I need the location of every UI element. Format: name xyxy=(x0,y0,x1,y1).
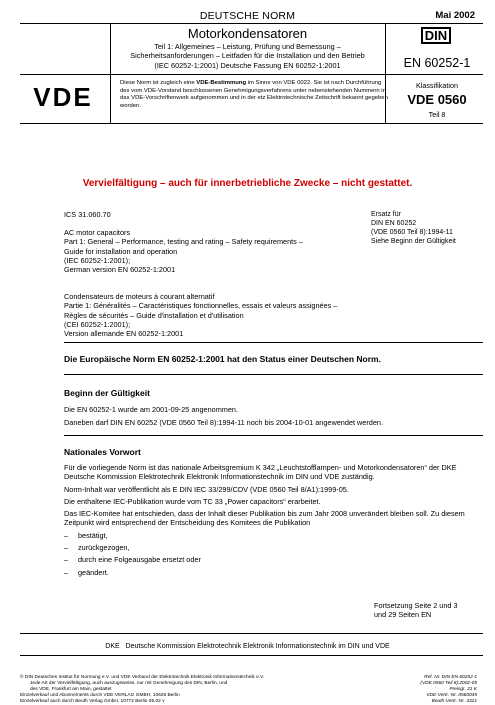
vorwort-paragraph: Für die vorliegende Norm ist das nationale Arbeitsgremium K 342 „Leuchtstofflampen- und Motorkondensatoren“ der DKE Deutsche Kommission Elektrotechnik Elektronik Informationstechnik im DIN und VDE zuständig. xyxy=(64,463,457,482)
list-item: – bestätigt, xyxy=(64,530,108,540)
vde-divider-left xyxy=(110,75,111,123)
vde-statement: Diese Norm ist zugleich eine VDE-Bestimmung im Sinne von VDE 0022. Sie ist nach Durchführung des vom VDE-Vorstand beschlossenen Genehmigungsverfahrens unter nebenstehenden Nummern in das VDE-Vorschriftenwerk aufgenommen und in der etz Elektrotechnische Zeitschrift bekannt gegeben worden. xyxy=(120,80,388,109)
continuation-note: Fortsetzung Seite 2 und 3 und 29 Seiten EN xyxy=(374,601,458,620)
status-statement: Die Europäische Norm EN 60252-1:2001 hat den Status einer Deutschen Norm. xyxy=(64,354,381,364)
vorwort-paragraph: Norm-Inhalt war veröffentlicht als E DIN IEC 33/299/CDV (VDE 0560 Teil 8/A1):1999-05. xyxy=(64,484,349,494)
ics-code: ICS 31.060.70 xyxy=(64,210,111,219)
dke-rule-bottom xyxy=(20,655,483,656)
svg-text:VDE: VDE xyxy=(33,82,93,112)
list-item: – geändert. xyxy=(64,567,109,577)
copy-warning: Vervielfältigung – auch für innerbetriebliche Zwecke – nicht gestattet. xyxy=(82,178,413,189)
gueltigkeit-paragraph: Daneben darf DIN EN 60252 (VDE 0560 Teil 8):1994-11 noch bis 2004-10-01 angewendet werden. xyxy=(64,418,383,427)
dke-line: DKE Deutsche Kommission Elektrotechnik Elektronik Informationstechnik im DIN und VDE xyxy=(105,643,390,650)
vde-logo xyxy=(20,80,106,112)
vorwort-paragraph: Das IEC-Komitee hat entschieden, dass der Inhalt dieser Publikation bis zum Jahr 2008 unverändert bleiben soll. Zu diesem Zeitpunkt wird entsprechend der Entscheidung des Komitees die Publikation xyxy=(64,509,465,528)
din-standard-number: EN 60252-1 xyxy=(403,56,471,70)
klassifikation-teil: Teil 8 xyxy=(428,110,446,119)
section-rule-1 xyxy=(64,342,483,343)
english-title-block: AC motor capacitors Part 1: General – Performance, testing and rating – Safety requirements – Guide for installation and operation (IEC 60252-1:2001); German version EN 60252-1:2001 xyxy=(64,228,303,275)
ersatz-block: Ersatz für DIN EN 60252 (VDE 0560 Teil 8):1994-11 Siehe Beginn der Gültigkeit xyxy=(371,211,456,245)
vde-rule xyxy=(20,123,483,124)
section-rule-2 xyxy=(64,374,483,375)
title-rule xyxy=(20,74,483,75)
document-title: Motorkondensatoren xyxy=(187,26,308,41)
publication-date: Mai 2002 xyxy=(435,10,475,21)
dke-rule-top xyxy=(20,633,483,634)
vorwort-paragraph: Die enthaltene IEC-Publikation wurde vom TC 33 „Power capacitors“ erarbeitet. xyxy=(64,496,321,506)
list-item: – zurückgezogen, xyxy=(64,543,130,553)
gueltigkeit-heading: Beginn der Gültigkeit xyxy=(64,388,150,398)
header-rule xyxy=(20,23,483,24)
document-subtitle: Teil 1: Allgemeines – Leistung, Prüfung und Bemessung – Sicherheitsanforderungen – Leitfaden für die Installation und den Betrieb (IEC 60252-1:2001) Deutsche Fassung EN 60252-1:2001 xyxy=(130,42,365,70)
vorwort-body xyxy=(64,463,484,580)
title-divider-right xyxy=(385,24,386,74)
footer-reference: Ref. Nr. DIN EN 60252-1 (VDE 0560 Teil 8):2002-05 Preisgr. 21 K VDE-Vertr.-Nr. 0560045 Beuth-Vertr.-Nr. 3321 xyxy=(420,675,477,704)
norm-label: DEUTSCHE NORM xyxy=(199,10,296,22)
list-item: – durch eine Folgeausgabe ersetzt oder xyxy=(64,555,201,565)
section-rule-3 xyxy=(64,435,483,436)
vorwort-heading: Nationales Vorwort xyxy=(64,447,141,457)
klassifikation-label: Klassifikation xyxy=(416,81,458,90)
french-title-block: Condensateurs de moteurs à courant alternatif Partie 1: Généralités – Caractéristiques fonctionnelles, essais et valeurs assignées – Règles de sécurités – Guide d'installation et d'utilisation (CEI 60252-1:2001); Version allemande EN 60252-1:2001 xyxy=(64,292,338,339)
din-logo: DIN xyxy=(421,27,451,44)
footer-copyright: © DIN Deutsches Institut für Normung e.V. und VDE Verband der Elektrotechnik Elektronik Informationstechnik e.V. Jede Art der Vervielfältigung, auch auszugsweise, nur mit Genehmigung des DIN, Berlin, und des VDE, Frankfurt am Main, gestattet Einzelverkauf und Abonnements durch VDE-VERLAG GMBH, 10625 Berlin Einzelverkauf auch durch Beuth Verlag GmbH, 10772 Berlin 05.02 v xyxy=(20,675,265,704)
klassifikation-number: VDE 0560 xyxy=(407,92,467,107)
gueltigkeit-paragraph: Die EN 60252-1 wurde am 2001-09-25 angenommen. xyxy=(64,405,239,414)
